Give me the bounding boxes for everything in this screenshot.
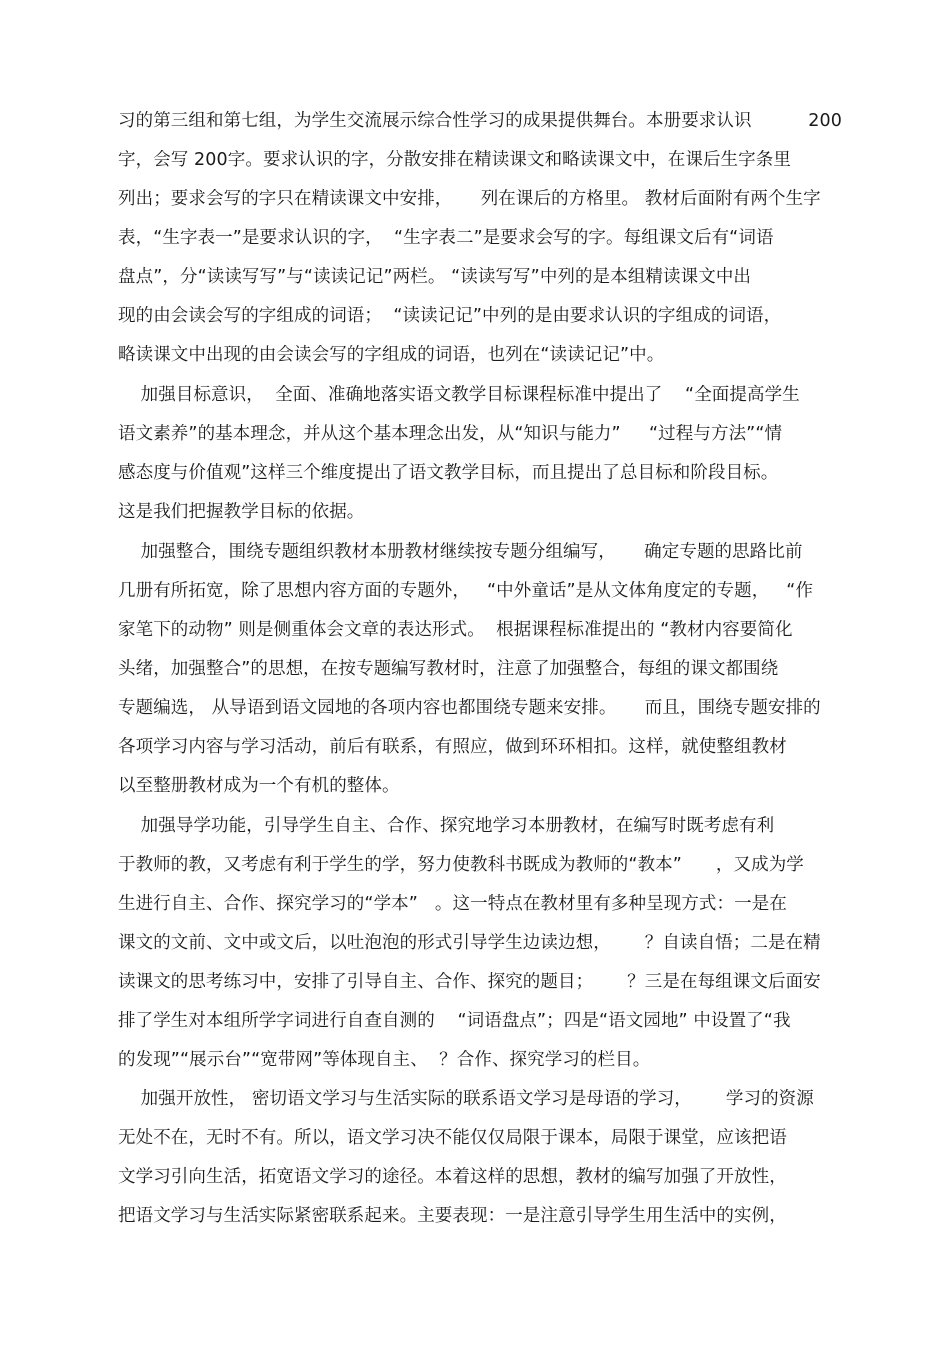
text-line: 的发现”“展示台”“宽带网”等体现自主、 ？合作、探究学习的栏目。 <box>118 1050 651 1070</box>
text-line: 略读课文中出现的由会读会写的字组成的词语，也列在“读读记记”中。 <box>118 345 665 365</box>
text-line: 排了学生对本组所学字词进行自查自测的 “词语盘点”；四是“语文园地” 中设置了“我 <box>118 1011 791 1031</box>
text-line: 专题编选， 从导语到语文园地的各项内容也都围绕专题来安排。 而且，围绕专题安排的 <box>118 698 821 718</box>
text-line: 文学习引向生活，拓宽语文学习的途径。本着这样的思想，教材的编写加强了开放性， <box>118 1167 787 1187</box>
text-line: 生进行自主、合作、探究学习的“学本” 。这一特点在教材里有多种呈现方式：一是在 <box>118 894 787 914</box>
text-line: 列出；要求会写的字只在精读课文中安排， 列在课后的方格里。 教材后面附有两个生字 <box>118 189 821 209</box>
text-line: 各项学习内容与学习活动，前后有联系，有照应，做到环环相扣。这样，就使整组教材 <box>118 737 787 757</box>
text-line: 字，会写 200字。要求认识的字，分散安排在精读课文和略读课文中，在课后生字条里 <box>118 150 791 170</box>
text-line: 感态度与价值观”这样三个维度提出了语文教学目标，而且提出了总目标和阶段目标。 <box>118 463 779 483</box>
text-line: 读课文的思考练习中，安排了引导自主、合作、探究的题目； ？三是在每组课文后面安 <box>118 972 821 992</box>
text-line: 这是我们把握教学目标的依据。 <box>118 502 365 522</box>
text-line: 加强目标意识， 全面、准确地落实语文教学目标课程标准中提出了 “全面提高学生 <box>118 385 800 405</box>
text-line: 于教师的教，又考虑有利于学生的学，努力使教科书既成为教师的“教本” ，又成为学 <box>118 855 804 875</box>
text-line: 加强导学功能，引导学生自主、合作、探究地学习本册教材，在编写时既考虑有利 <box>118 816 775 836</box>
text-line: 语文素养”的基本理念，并从这个基本理念出发，从“知识与能力” “过程与方法”“情 <box>118 424 783 444</box>
text-line: 把语文学习与生活实际紧密联系起来。主要表现：一是注意引导学生用生活中的实例， <box>118 1206 787 1226</box>
text-line: 课文的文前、文中或文后，以吐泡泡的形式引导学生边读边想， ？自读自悟；二是在精 <box>118 933 821 953</box>
text-line: 头绪，加强整合”的思想，在按专题编写教材时，注意了加强整合，每组的课文都围绕 <box>118 659 779 679</box>
text-line: 盘点”，分“读读写写”与“读读记记”两栏。 “读读写写”中列的是本组精读课文中出 <box>118 267 752 287</box>
text-line: 习的第三组和第七组，为学生交流展示综合性学习的成果提供舞台。本册要求认识 200 <box>118 111 842 131</box>
text-line: 以至整册教材成为一个有机的整体。 <box>118 776 400 796</box>
text-line: 现的由会读会写的字组成的词语； “读读记记”中列的是由要求认识的字组成的词语， <box>118 306 782 326</box>
text-line: 加强开放性， 密切语文学习与生活实际的联系语文学习是母语的学习， 学习的资源 <box>118 1089 814 1109</box>
text-line: 几册有所拓宽，除了思想内容方面的专题外， “中外童话”是从文体角度定的专题， “作 <box>118 581 814 601</box>
text-line: 无处不在，无时不有。所以，语文学习决不能仅仅局限于课本，局限于课堂，应该把语 <box>118 1128 787 1148</box>
text-line: 表，“生字表一”是要求认识的字， “生字表二”是要求会写的字。每组课文后有“词语 <box>118 228 774 248</box>
text-line: 加强整合，围绕专题组织教材本册教材继续按专题分组编写， 确定专题的思路比前 <box>118 542 803 562</box>
text-line: 家笔下的动物” 则是侧重体会文章的表达形式。 根据课程标准提出的 “教材内容要简化 <box>118 620 793 640</box>
